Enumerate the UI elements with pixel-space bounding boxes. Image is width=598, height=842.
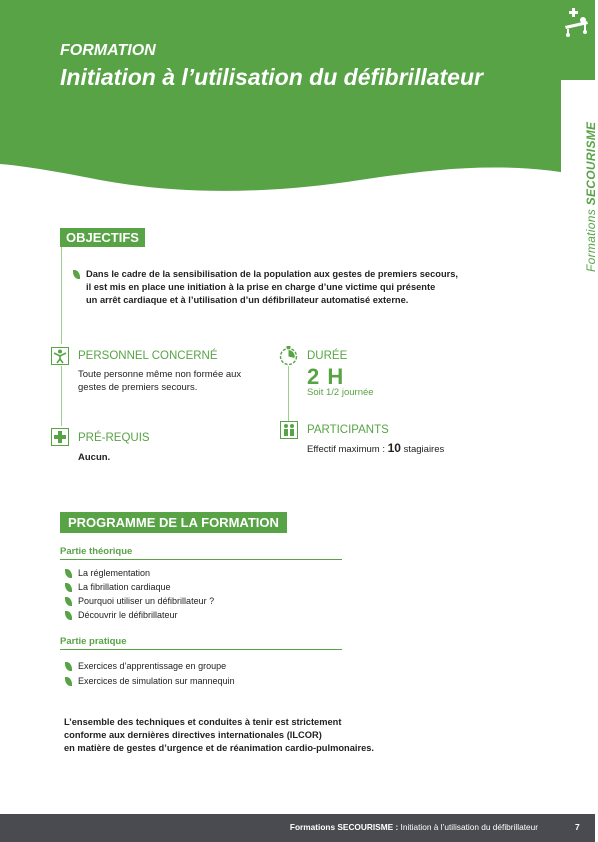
side-tab-label: Formations SECOURISME — [584, 121, 598, 272]
leaf-bullet-icon — [65, 611, 72, 620]
list-item: Exercices d’apprentissage en groupe — [78, 661, 227, 671]
left-guide-line-lower — [61, 366, 62, 426]
objectifs-text: Dans le cadre de la sensibilisation de la population aux gestes de premiers secours, il est mis en place une initiation à la prise en charge d’une victime qui présente un arrêt cardiaque et à l’utilisation d’un défibrillateur automatisé externe. — [86, 269, 459, 305]
duree-heading: DURÉE — [307, 350, 348, 362]
personnel-text: Toute personne même non formée aux gestes de premiers secours. — [78, 369, 242, 393]
plus-cross-icon — [51, 428, 69, 446]
partie-pratique-heading: Partie pratique — [60, 636, 342, 650]
participants-heading: PARTICIPANTS — [307, 424, 389, 436]
list-item: Exercices de simulation sur mannequin — [78, 676, 235, 686]
leaf-bullet-icon — [65, 583, 72, 592]
prerequis-heading: PRÉ-REQUIS — [78, 432, 150, 444]
duree-value: 2 H — [307, 364, 345, 389]
objectifs-badge: OBJECTIFS — [60, 228, 145, 247]
left-guide-line — [61, 246, 62, 344]
duree-subtext: Soit 1/2 journée — [307, 387, 374, 398]
closing-note: L’ensemble des techniques et conduites à tenir est strictement conforme aux dernières directives internationales (ILCOR) en matière de gestes d’urgence et de réanimation cardio-pulmonaires. — [64, 717, 374, 753]
leaf-bullet-icon — [73, 270, 80, 279]
programme-badge: PROGRAMME DE LA FORMATION — [60, 512, 287, 533]
leaf-bullet-icon — [65, 597, 72, 606]
list-item: La réglementation — [78, 568, 151, 578]
stopwatch-icon — [278, 345, 299, 366]
leaf-bullet-icon — [65, 677, 72, 686]
leaf-bullet-icon — [65, 569, 72, 578]
participants-text: Effectif maximum : 10 stagiaires — [307, 441, 445, 455]
personnel-heading: PERSONNEL CONCERNÉ — [78, 350, 218, 362]
right-guide-line — [288, 366, 289, 422]
header-wave-banner — [0, 0, 595, 200]
prerequis-value: Aucun. — [78, 452, 111, 463]
partie-theorique-heading: Partie théorique — [60, 546, 342, 560]
person-icon — [51, 347, 69, 365]
page-title: Initiation à l’utilisation du défibrillateur — [60, 64, 483, 90]
list-item: Découvrir le défibrillateur — [78, 610, 178, 620]
list-item: La fibrillation cardiaque — [78, 582, 171, 592]
list-item: Pourquoi utiliser un défibrillateur ? — [78, 596, 215, 606]
page-number: 7 — [575, 822, 580, 832]
footer-title: Formations SECOURISME : Initiation à l’utilisation du défibrillateur — [289, 822, 538, 832]
header-kicker: FORMATION — [60, 42, 156, 59]
first-aid-stretcher-icon — [560, 6, 592, 38]
group-icon — [280, 421, 298, 439]
leaf-bullet-icon — [65, 662, 72, 671]
